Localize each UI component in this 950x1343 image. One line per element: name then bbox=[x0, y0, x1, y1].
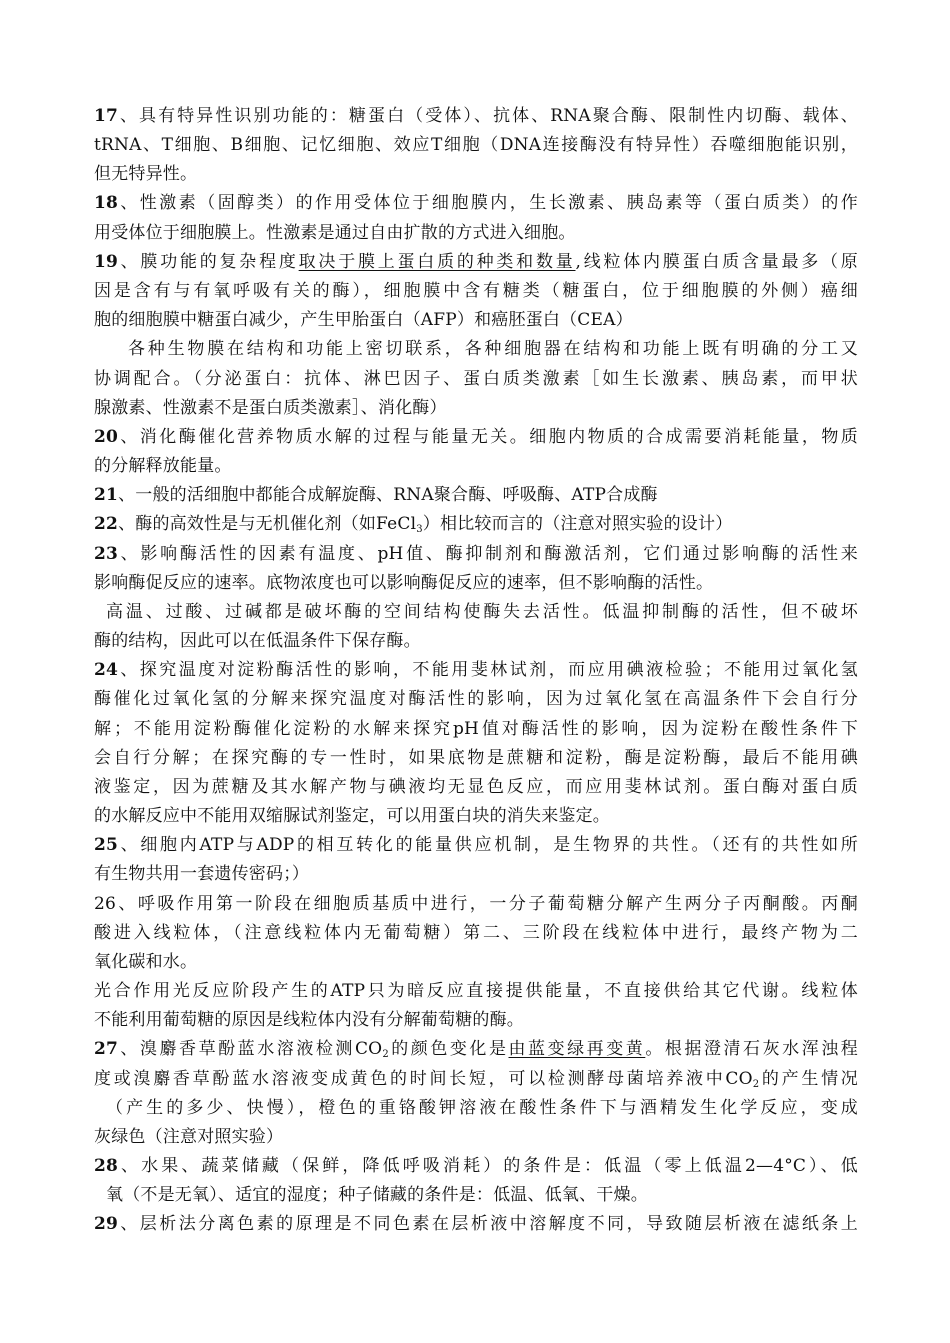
text-line bbox=[106, 1093, 858, 1123]
text-line bbox=[94, 1034, 858, 1064]
text-line bbox=[94, 889, 858, 919]
subscript: 3 bbox=[416, 524, 423, 535]
line-text: 、细胞内ATP与ADP的相互转化的能量供应机制，是生物界的共性。（还有的共性如所 bbox=[118, 835, 858, 855]
text-line bbox=[94, 247, 858, 277]
line-text: 、膜功能的复杂程度 bbox=[118, 252, 299, 272]
underlined-text: 由蓝变绿再变黄 bbox=[508, 1039, 646, 1059]
line-text: tRNA、T细胞、B细胞、记忆细胞、效应T细胞（DNA连接酶没有特异性）吞噬细胞能识别， bbox=[94, 135, 858, 155]
text-line bbox=[94, 480, 858, 510]
line-text: 高温、过酸、过碱都是破坏酶的空间结构使酶失去活性。低温抑制酶的活性，但不破坏 bbox=[106, 602, 858, 622]
item-number: 20 bbox=[94, 427, 119, 447]
text-line bbox=[94, 918, 858, 948]
line-text: 、影响酶活性的因素有温度、pH值、酶抑制剂和酶激活剂，它们通过影响酶的活性来 bbox=[118, 544, 858, 564]
text-line bbox=[94, 276, 858, 306]
line-text: 各种生物膜在结构和功能上密切联系，各种细胞器在结构和功能上既有明确的分工又 bbox=[128, 339, 858, 359]
item-number: 17 bbox=[94, 106, 119, 126]
text-line bbox=[94, 655, 858, 685]
line-text: 氧化碳和水。 bbox=[94, 952, 198, 972]
text-line bbox=[94, 509, 858, 539]
line-text: 协调配合。（分泌蛋白：抗体、淋巴因子、蛋白质类激素［如生长激素、胰岛素，而甲状 bbox=[94, 369, 858, 389]
line-text: ）相比较而言的（注意对照实验的设计） bbox=[422, 514, 733, 534]
text-line bbox=[94, 305, 858, 335]
line-text: 灰绿色（注意对照实验） bbox=[94, 1127, 284, 1147]
line-text: 度或溴麝香草酚蓝水溶液变成黄色的时间长短，可以检测酵母菌培养液中CO bbox=[94, 1069, 753, 1089]
text-line bbox=[94, 451, 858, 481]
line-text: 但无特异性。 bbox=[94, 164, 198, 184]
text-line bbox=[106, 1180, 858, 1210]
line-text: 不能利用葡萄糖的原因是线粒体内没有分解葡萄糖的酶。 bbox=[94, 1010, 524, 1030]
text-line bbox=[94, 947, 858, 977]
text-line bbox=[94, 364, 858, 394]
text-line bbox=[94, 976, 858, 1006]
text-line bbox=[94, 422, 858, 452]
item-number: 24 bbox=[94, 660, 119, 680]
line-text: 26、呼吸作用第一阶段在细胞质基质中进行，一分子葡萄糖分解产生两分子丙酮酸。丙酮 bbox=[94, 894, 858, 914]
line-text: 会自行分解；在探究酶的专一性时，如果底物是蔗糖和淀粉，酶是淀粉酶，最后不能用碘 bbox=[94, 748, 858, 768]
underlined-text: 取决于膜上蛋白质的种类和数量 bbox=[298, 252, 576, 272]
line-text: 、层析法分离色素的原理是不同色素在层析液中溶解度不同，导致随层析液在滤纸条上 bbox=[118, 1214, 858, 1234]
line-text: 、探究温度对淀粉酶活性的影响，不能用斐林试剂，而应用碘液检验；不能用过氧化氢 bbox=[118, 660, 858, 680]
item-number: 18 bbox=[94, 193, 119, 213]
text-line bbox=[94, 1122, 858, 1152]
line-text: 液鉴定，因为蔗糖及其水解产物与碘液均无显色反应，而应用斐林试剂。蛋白酶对蛋白质 bbox=[94, 777, 858, 797]
item-number: 19 bbox=[94, 252, 119, 272]
item-number: 27 bbox=[94, 1039, 119, 1059]
text-line bbox=[94, 714, 858, 744]
line-text: 腺激素、性激素不是蛋白质类激素］、消化酶） bbox=[94, 398, 447, 418]
line-text: 因是含有与有氧呼吸有关的酶），细胞膜中含有糖类（糖蛋白，位于细胞膜的外侧）癌细 bbox=[94, 281, 858, 301]
subscript: 2 bbox=[382, 1049, 389, 1060]
text-line bbox=[94, 626, 858, 656]
text-line bbox=[94, 218, 858, 248]
text-line bbox=[94, 1005, 858, 1035]
text-line bbox=[94, 1064, 858, 1094]
text-line bbox=[94, 1209, 858, 1239]
line-text: 光合作用光反应阶段产生的ATP只为暗反应直接提供能量，不直接供给其它代谢。线粒体 bbox=[94, 981, 858, 1001]
text-line bbox=[106, 597, 858, 627]
text-line bbox=[94, 539, 858, 569]
text-line bbox=[94, 188, 858, 218]
line-text: 、水果、蔬菜储藏（保鲜，降低呼吸消耗）的条件是：低温（零上低温2—4°C）、低 bbox=[118, 1156, 858, 1176]
text-line bbox=[94, 743, 858, 773]
item-number: 23 bbox=[94, 544, 119, 564]
line-text: 的产生情况 bbox=[759, 1069, 859, 1089]
subscript: 2 bbox=[752, 1079, 760, 1090]
line-text: 、具有特异性识别功能的：糖蛋白（受体）、抗体、RNA聚合酶、限制性内切酶、载体、 bbox=[118, 106, 858, 126]
text-line bbox=[94, 772, 858, 802]
text-line bbox=[128, 334, 858, 364]
line-text: 、溴麝香草酚蓝水溶液检测CO bbox=[118, 1039, 383, 1059]
text-line bbox=[94, 801, 858, 831]
line-text: ,线粒体内膜蛋白质含量最多（原 bbox=[575, 252, 858, 272]
line-text: 的颜色变化是 bbox=[388, 1039, 509, 1059]
line-text: 用受体位于细胞膜上。性激素是通过自由扩散的方式进入细胞。 bbox=[94, 223, 576, 243]
line-text: 氧（不是无氧）、适宜的湿度；种子储藏的条件是：低温、低氧、干燥。 bbox=[106, 1185, 648, 1205]
text-line bbox=[94, 130, 858, 160]
text-line bbox=[94, 159, 858, 189]
line-text: 酸进入线粒体，（注意线粒体内无葡萄糖）第二、三阶段在线粒体中进行，最终产物为二 bbox=[94, 923, 858, 943]
item-number: 28 bbox=[94, 1156, 119, 1176]
line-text: 、性激素（固醇类）的作用受体位于细胞膜内，生长激素、胰岛素等（蛋白质类）的作 bbox=[118, 193, 858, 213]
text-line bbox=[94, 393, 858, 423]
text-line bbox=[94, 684, 858, 714]
line-text: 、酶的高效性是与无机催化剂（如FeCl bbox=[118, 514, 417, 534]
line-text: 有生物共用一套遗传密码；） bbox=[94, 864, 310, 884]
text-line bbox=[94, 859, 858, 889]
line-text: 影响酶促反应的速率。底物浓度也可以影响酶促反应的速率，但不影响酶的活性。 bbox=[94, 573, 714, 593]
line-text: 的水解反应中不能用双缩脲试剂鉴定，可以用蛋白块的消失来鉴定。 bbox=[94, 806, 610, 826]
text-line bbox=[94, 830, 858, 860]
item-number: 21 bbox=[94, 485, 119, 505]
item-number: 29 bbox=[94, 1214, 119, 1234]
line-text: 解；不能用淀粉酶催化淀粉的水解来探究pH值对酶活性的影响，因为淀粉在酸性条件下 bbox=[94, 719, 858, 739]
item-number: 25 bbox=[94, 835, 119, 855]
line-text: 酶的结构，因此可以在低温条件下保存酶。 bbox=[94, 631, 421, 651]
text-line bbox=[94, 568, 858, 598]
line-text: 。根据澄清石灰水浑浊程 bbox=[645, 1039, 858, 1059]
item-number: 22 bbox=[94, 514, 119, 534]
text-line bbox=[94, 1151, 858, 1181]
line-text: 、消化酶催化营养物质水解的过程与能量无关。细胞内物质的合成需要消耗能量，物质 bbox=[118, 427, 858, 447]
line-text: （产生的多少、快慢），橙色的重铬酸钾溶液在酸性条件下与酒精发生化学反应，变成 bbox=[106, 1098, 858, 1118]
line-text: 、一般的活细胞中都能合成解旋酶、RNA聚合酶、呼吸酶、ATP合成酶 bbox=[118, 485, 658, 505]
line-text: 酶催化过氧化氢的分解来探究温度对酶活性的影响，因为过氧化氢在高温条件下会自行分 bbox=[94, 689, 858, 709]
line-text: 胞的细胞膜中糖蛋白减少，产生甲胎蛋白（AFP）和癌胚蛋白（CEA） bbox=[94, 310, 633, 330]
line-text: 的分解释放能量。 bbox=[94, 456, 232, 476]
text-line bbox=[94, 101, 858, 131]
